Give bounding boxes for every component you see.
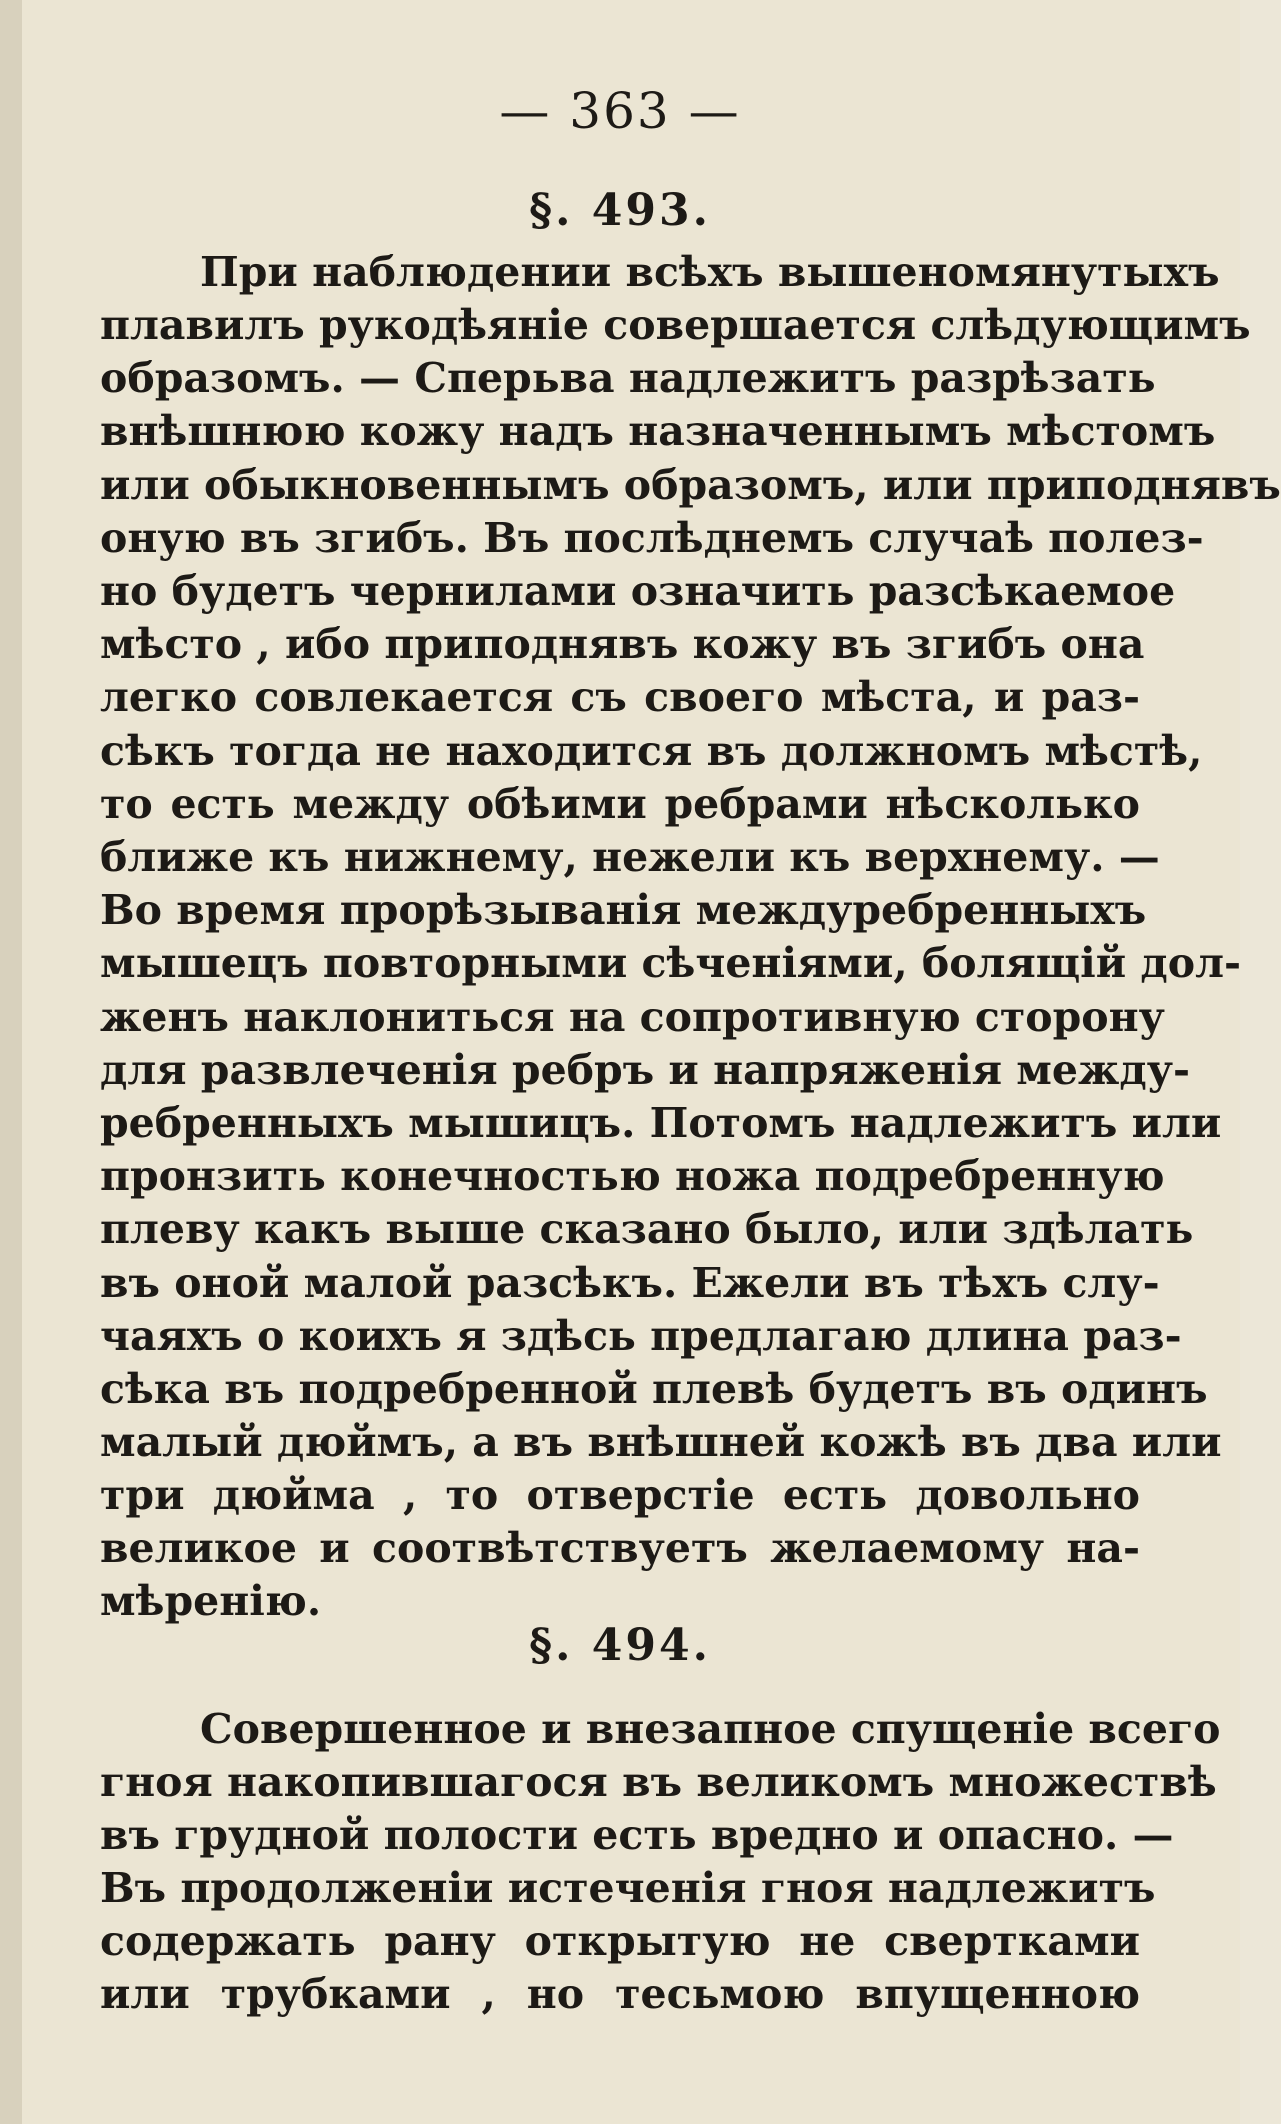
text-line: оную въ згибъ. Въ послѣднемъ случаѣ полез- — [100, 514, 1204, 562]
text-line: сѣка въ подребренной плевѣ будетъ въ одинъ — [100, 1365, 1208, 1413]
section-heading-493: §. 493. — [529, 185, 711, 236]
page-number: — 363 — — [499, 82, 741, 140]
text-line: для развлеченія ребръ и напряженія между- — [100, 1046, 1190, 1094]
text-line: то есть между обѣими ребрами нѣсколько — [100, 780, 1140, 828]
text-line: Во время прорѣзыванія междуребренныхъ — [100, 886, 1147, 934]
text-line: При наблюдении всѣхъ вышеномянутыхъ — [200, 248, 1220, 296]
page-binding-edge — [0, 0, 22, 2124]
text-line: ближе къ нижнему, нежели къ верхнему. — — [100, 833, 1160, 881]
text-line: но будетъ чернилами означить разсѣкаемое — [100, 567, 1176, 615]
text-line: женъ наклониться на сопротивную сторону — [100, 993, 1165, 1041]
text-line: Совершенное и внезапное спущеніе всего — [200, 1705, 1221, 1753]
text-line: въ грудной полости есть вредно и опасно. — — [100, 1811, 1174, 1859]
text-line: малый дюймъ, а въ внѣшней кожѣ въ два или — [100, 1418, 1222, 1466]
text-line: великое и соотвѣтствуетъ желаемому на- — [100, 1524, 1140, 1572]
text-line: плеву какъ выше сказано было, или здѣлать — [100, 1205, 1194, 1253]
text-line: или обыкновеннымъ образомъ, или приподнявъ — [100, 461, 1281, 509]
text-line: мѣренію. — [100, 1577, 322, 1625]
text-line: содержать рану открытую не свертками — [100, 1917, 1140, 1965]
text-line: образомъ. — Сперьва надлежитъ разрѣзать — [100, 354, 1156, 402]
text-line: ребренныхъ мышицъ. Потомъ надлежитъ или — [100, 1099, 1222, 1147]
section-heading-494: §. 494. — [529, 1620, 711, 1671]
text-line: гноя накопившагося въ великомъ множествѣ — [100, 1758, 1217, 1806]
text-line: чаяхъ о коихъ я здѣсь предлагаю длина раз- — [100, 1312, 1182, 1360]
text-line: плавилъ рукодѣяніе совершается слѣдующимъ — [100, 301, 1251, 349]
text-line: въ оной малой разсѣкъ. Ежели въ тѣхъ слу- — [100, 1259, 1160, 1307]
text-line: три дюйма , то отверстіе есть довольно — [100, 1471, 1140, 1519]
text-line: мышецъ повторными сѣченіями, болящій дол- — [100, 939, 1241, 987]
text-line: легко совлекается съ своего мѣста, и раз- — [100, 673, 1140, 721]
text-line: или трубками , но тесьмою впущенною — [100, 1970, 1140, 2018]
text-line: сѣкъ тогда не находится въ должномъ мѣстѣ, — [100, 727, 1203, 775]
text-line: пронзить конечностью ножа подребренную — [100, 1152, 1165, 1200]
text-line: Въ продолженіи истеченія гноя надлежитъ — [100, 1864, 1156, 1912]
text-line: мѣсто , ибо приподнявъ кожу въ згибъ она — [100, 620, 1145, 668]
text-line: внѣшнюю кожу надъ назначеннымъ мѣстомъ — [100, 407, 1216, 455]
